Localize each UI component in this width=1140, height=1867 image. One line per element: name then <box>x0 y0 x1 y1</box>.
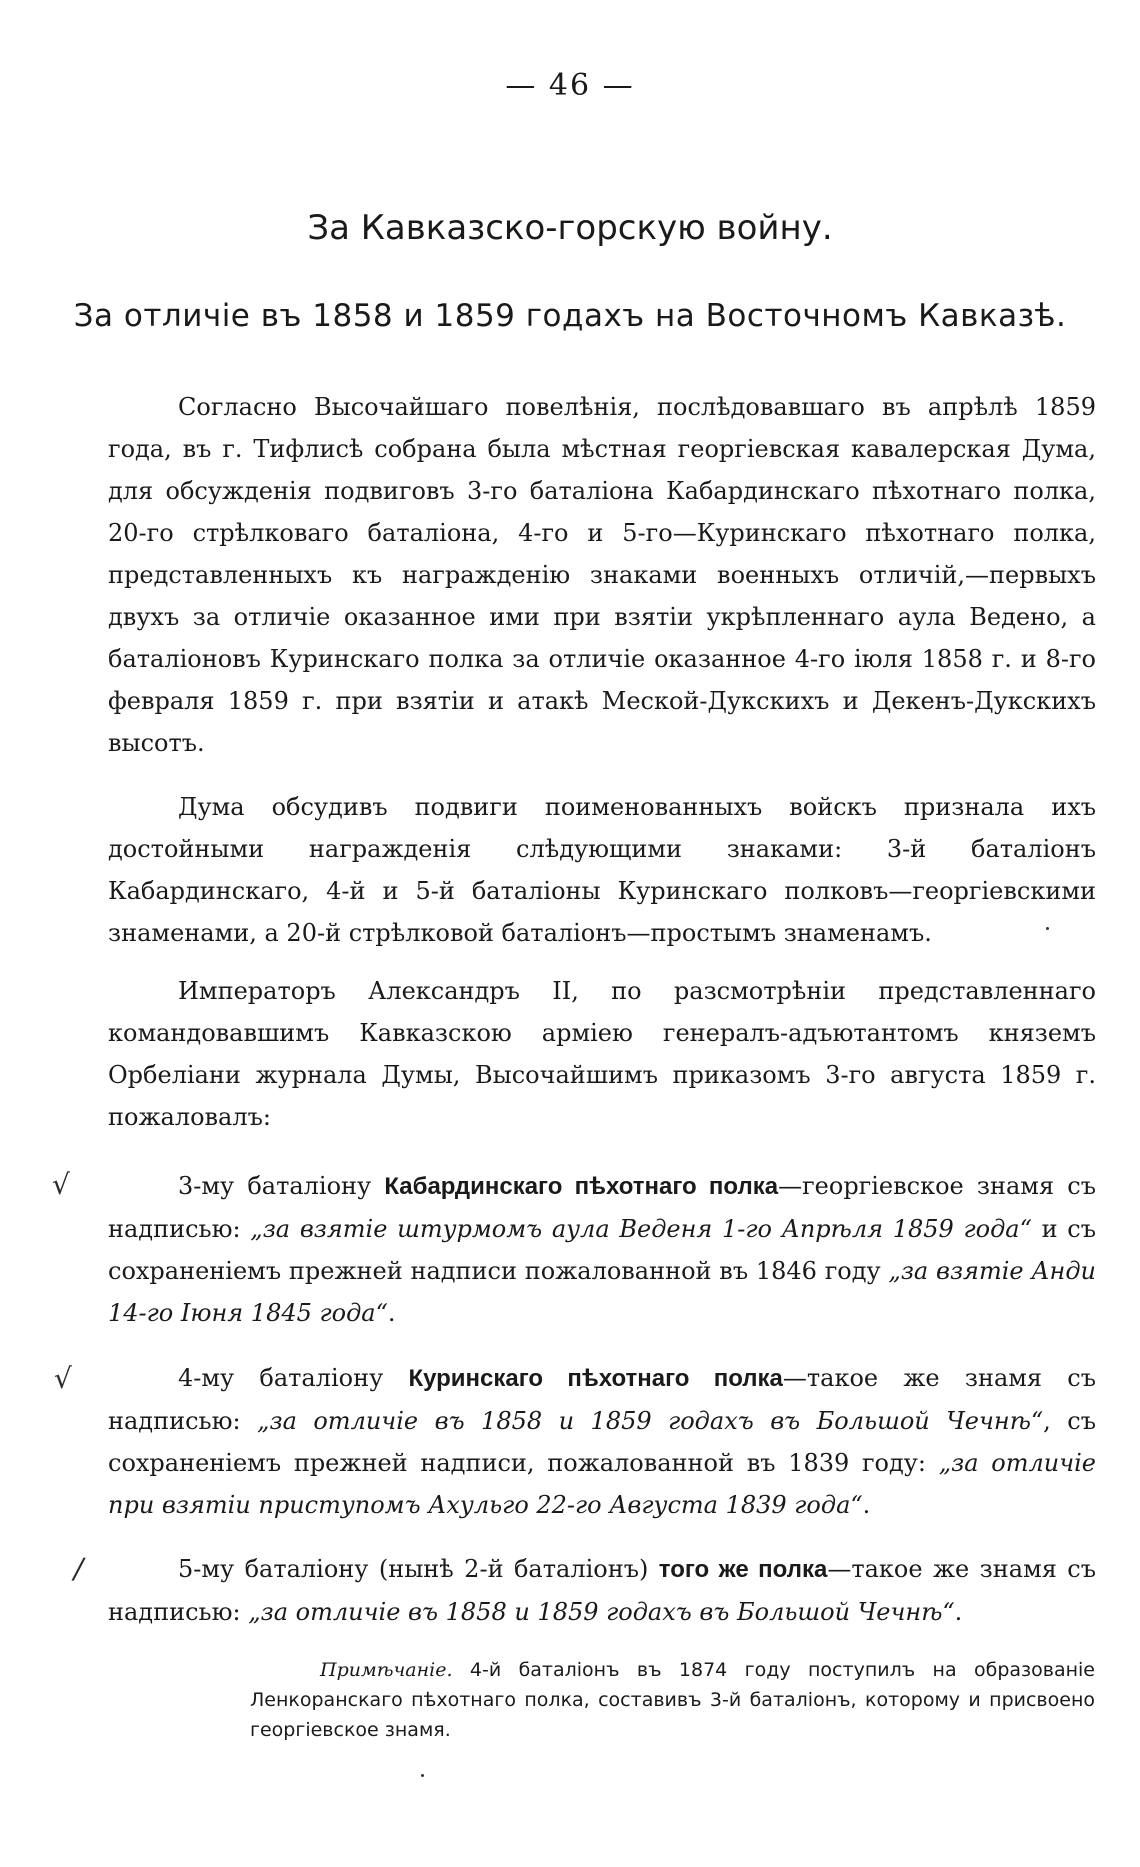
grant-paragraph-kurinsky-4 <box>108 1357 1096 1526</box>
paragraph-duma-decision: Дума обсудивъ подвиги поименованныхъ войскъ признала ихъ достойными награжденія слѣдующими знаками: 3-й баталіонъ Кабардинскаго, 4-й и 5-й баталіоны Куринскаго полковъ—георгіевскими знаменами, а 20-й стрѣлковой баталіонъ—простымъ знаменамъ. <box>108 793 1096 947</box>
grant-text-end: . <box>387 1299 396 1327</box>
grant-unit: Куринскаго пѣхотнаго полка <box>408 1365 783 1392</box>
paragraph-duma-convened: Согласно Высочайшаго повелѣнія, послѣдовавшаго въ апрѣлѣ 1859 года, въ г. Тифлисѣ собрана была мѣстная георгіевская кавалерская Дума, для обсужденія подвиговъ 3-го баталіона Кабардинскаго пѣхотнаго полка, 20-го стрѣлковаго баталіона, 4-го и 5-го—Куринскаго пѣхотнаго полка, представленныхъ къ награжденію знаками военныхъ отличій,—первыхъ двухъ за отличіе оказанное ими при взятіи укрѣпленнаго аула Ведено, а баталіоновъ Куринскаго полка за отличіе оказанное 4-го іюля 1858 г. и 8-го февраля 1859 г. при взятіи и атакѣ Меской-Дукскихъ и Декенъ-Дукскихъ высотъ. <box>108 393 1096 757</box>
ink-speck <box>1046 927 1049 930</box>
grant-unit: того же полка <box>658 1556 828 1583</box>
grant-text: —георгіевское знамя съ надписью: <box>108 1172 1096 1243</box>
ink-speck <box>421 1774 424 1777</box>
grant-lead: 5-му баталіону (нынѣ 2-й баталіонъ) <box>178 1555 659 1583</box>
grant-text: —такое же знамя съ надписью: <box>108 1364 1096 1435</box>
grant-paragraph-kabardinsky <box>108 1165 1096 1334</box>
grant-text-end: . <box>954 1598 963 1626</box>
margin-checkmark: √ <box>52 1168 70 1201</box>
banner-inscription-previous: „за отличіе при взятіи приступомъ Ахульго 22-го Августа 1839 года“ <box>108 1449 1096 1519</box>
banner-inscription: „за взятіе штурмомъ аула Веденя 1-го Апрѣля 1859 года“ <box>250 1215 1032 1243</box>
grant-lead: 4-му баталіону <box>178 1364 409 1392</box>
paragraph-emperor-order: Императоръ Александръ II, по разсмотрѣніи представленнаго командовавшимъ Кавказскою арміею генералъ-адъютантомъ княземъ Орбеліани журнала Думы, Высочайшимъ приказомъ 3-го августа 1859 г. пожаловалъ: <box>108 977 1096 1131</box>
margin-checkmark: √ <box>54 1362 72 1395</box>
banner-inscription: „за отличіе въ 1858 и 1859 годахъ въ Большой Чечнѣ“ <box>248 1598 955 1626</box>
grant-text-end: . <box>862 1491 871 1519</box>
grant-unit: Кабардинскаго пѣхотнаго полка <box>384 1173 779 1200</box>
grant-text: , съ сохраненіемъ прежней надписи, пожалованной въ 1839 году: <box>108 1407 1096 1477</box>
section-heading: За Кавказско-горскую войну. <box>307 208 833 248</box>
margin-slash-mark: / <box>70 1552 87 1585</box>
banner-inscription-previous: „за взятіе Анди 14-го Іюня 1845 года“ <box>108 1257 1096 1327</box>
grant-lead: 3-му баталіону <box>178 1172 385 1200</box>
grant-text: —такое же знамя съ надписью: <box>108 1555 1096 1626</box>
banner-inscription: „за отличіе въ 1858 и 1859 годахъ въ Большой Чечнѣ“ <box>257 1407 1044 1435</box>
page-number: — 46 — <box>505 68 635 103</box>
grant-paragraph-kurinsky-5 <box>108 1548 1096 1633</box>
footnote-label: Примѣчаніе. <box>320 1659 453 1681</box>
grant-text: и съ сохраненіемъ прежней надписи пожалованной въ 1846 году <box>108 1215 1096 1285</box>
footnote <box>250 1655 1095 1745</box>
footnote-text: 4-й баталіонъ въ 1874 году поступилъ на образованіе Ленкоранскаго пѣхотнаго полка, составивъ 3-й баталіонъ, которому и присвоено георгіевское знамя. <box>250 1659 1095 1741</box>
section-subheading: За отличіе въ 1858 и 1859 годахъ на Восточномъ Кавказѣ. <box>73 298 1067 334</box>
